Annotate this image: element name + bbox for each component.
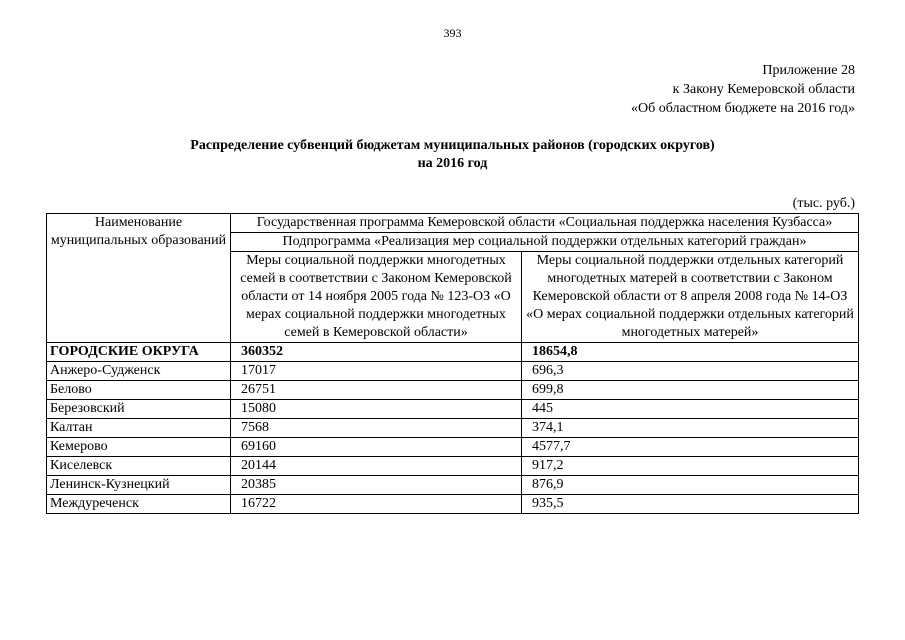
cell-value-2: 374,1 (522, 419, 859, 438)
cell-name: Киселевск (47, 457, 231, 476)
cell-value-2: 18654,8 (522, 343, 859, 362)
cell-name: Ленинск-Кузнецкий (47, 476, 231, 495)
cell-value-2: 445 (522, 400, 859, 419)
cell-value-1: 7568 (231, 419, 522, 438)
cell-value-2: 696,3 (522, 362, 859, 381)
cell-value-1: 15080 (231, 400, 522, 419)
cell-value-1: 16722 (231, 495, 522, 514)
cell-name: Калтан (47, 419, 231, 438)
appendix-line-1: Приложение 28 (762, 63, 855, 78)
table-row (47, 457, 859, 476)
cell-name: Анжеро-Судженск (47, 362, 231, 381)
page-number: 393 (443, 26, 462, 40)
cell-value-2: 917,2 (522, 457, 859, 476)
table-row (47, 438, 859, 457)
cell-value-2: 935,5 (522, 495, 859, 514)
table-row (47, 476, 859, 495)
table-row (47, 362, 859, 381)
appendix-line-3: «Об областном бюджете на 2016 год» (631, 101, 855, 116)
cell-value-1: 26751 (231, 381, 522, 400)
table-body (47, 343, 859, 514)
units-label: (тыс. руб.) (792, 196, 855, 211)
col1-header: Меры социальной поддержки многодетных семей в соответствии с Законом Кемеровской области от 14 ноября 2005 года № 123-ОЗ «О мерах социальной поддержки многодетных семей в Кемеровской области» (231, 252, 522, 343)
cell-value-1: 20385 (231, 476, 522, 495)
table-row-total (47, 343, 859, 362)
cell-name: Кемерово (47, 438, 231, 457)
cell-value-2: 876,9 (522, 476, 859, 495)
cell-value-2: 699,8 (522, 381, 859, 400)
appendix-line-2: к Закону Кемеровской области (672, 82, 855, 97)
cell-value-1: 360352 (231, 343, 522, 362)
col-name-header: Наименование муниципальных образований (47, 214, 231, 343)
table-row (47, 400, 859, 419)
table-row (47, 381, 859, 400)
cell-value-1: 69160 (231, 438, 522, 457)
cell-name: Междуреченск (47, 495, 231, 514)
cell-name: Березовский (47, 400, 231, 419)
document-title (0, 137, 905, 173)
title-line-2: на 2016 год (417, 156, 488, 171)
cell-value-2: 4577,7 (522, 438, 859, 457)
cell-value-1: 20144 (231, 457, 522, 476)
col2-header: Меры социальной поддержки отдельных категорий многодетных матерей в соответствии с Законом Кемеровской области от 8 апреля 2008 года № 14-ОЗ «О мерах социальной поддержки отдельных категорий многодетных матерей» (522, 252, 859, 343)
subsidy-table (46, 213, 859, 514)
cell-value-1: 17017 (231, 362, 522, 381)
cell-name: ГОРОДСКИЕ ОКРУГА (47, 343, 231, 362)
program-header: Государственная программа Кемеровской области «Социальная поддержка населения Кузбасса» (231, 214, 859, 233)
header-row-program (47, 214, 859, 233)
subprogram-header: Подпрограмма «Реализация мер социальной поддержки отдельных категорий граждан» (231, 233, 859, 252)
cell-name: Белово (47, 381, 231, 400)
appendix-block (631, 61, 855, 118)
title-line-1: Распределение субвенций бюджетам муниципальных районов (городских округов) (190, 138, 715, 153)
table-row (47, 495, 859, 514)
table-row (47, 419, 859, 438)
